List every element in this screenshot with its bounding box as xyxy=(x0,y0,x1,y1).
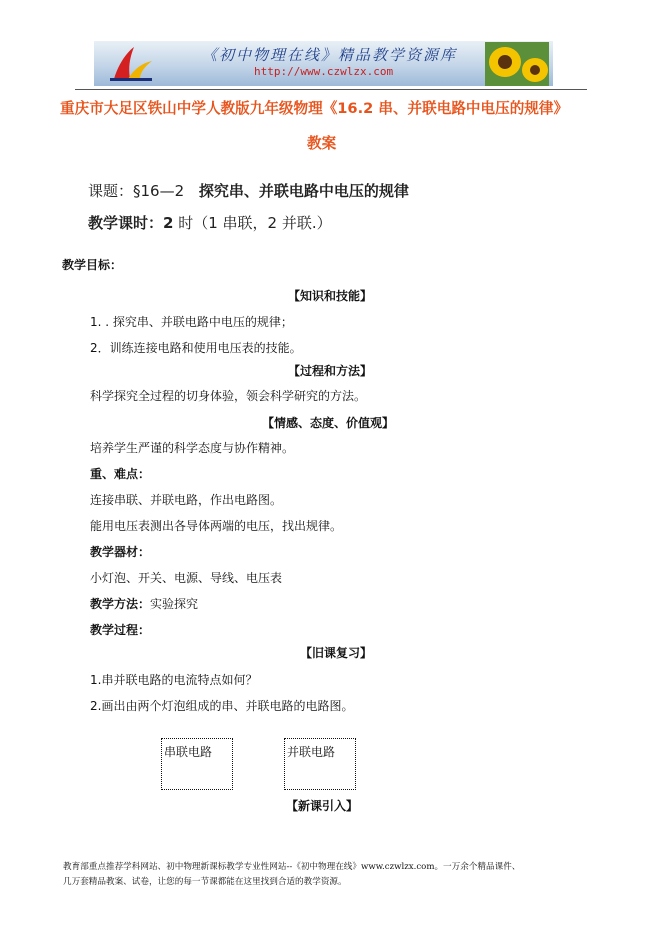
lesson-topic xyxy=(88,180,409,201)
footer-line: 几万套精品教案、试卷，让您的每一节课都能在这里找到合适的教学资源。 xyxy=(63,877,347,887)
sunflower-icon xyxy=(485,42,549,86)
procedure-heading: 教学过程： xyxy=(90,623,151,637)
lesson-hours xyxy=(88,212,332,233)
site-logo-icon xyxy=(106,45,154,83)
emotion-text: 培养学生严谨的科学态度与协作精神。 xyxy=(90,441,295,455)
header-banner xyxy=(94,41,553,86)
document-title-continued: 教案 xyxy=(307,135,337,152)
hours-value: 2 xyxy=(163,214,174,232)
equipment-text: 小灯泡、开关、电源、导线、电压表 xyxy=(90,571,283,585)
process-text: 科学探究全过程的切身体验，领会科学研究的方法。 xyxy=(90,389,367,403)
method-text: 实验探究 xyxy=(150,597,199,611)
banner-title: 《初中物理在线》精品教学资源库 xyxy=(202,46,458,64)
process-heading: 【过程和方法】 xyxy=(288,364,373,378)
hours-text: 时（1 串联，2 并联.） xyxy=(178,214,332,232)
key-points-heading: 重、难点： xyxy=(90,467,151,481)
knowledge-item: 1. . 探究串、并联电路中电压的规律； xyxy=(90,315,293,329)
new-lesson-heading: 【新课引入】 xyxy=(286,799,359,813)
parallel-circuit-label: 并联电路 xyxy=(287,745,336,759)
series-circuit-box xyxy=(161,738,233,790)
knowledge-item: 2．训练连接电路和使用电压表的技能。 xyxy=(90,341,302,355)
review-item: 2.画出由两个灯泡组成的串、并联电路的电路图。 xyxy=(90,699,354,713)
banner-url: http://www.czwlzx.com xyxy=(254,65,394,78)
method-heading: 教学方法： xyxy=(90,597,151,611)
review-heading: 【旧课复习】 xyxy=(300,646,373,660)
key-point-item: 连接串联、并联电路，作出电路图。 xyxy=(90,493,283,507)
document-title: 重庆市大足区铁山中学人教版九年级物理《16.2 串、并联电路中电压的规律》 xyxy=(60,100,569,117)
goals-heading: 教学目标： xyxy=(62,258,123,272)
topic-label: 课题：§16—2 xyxy=(88,182,185,200)
knowledge-heading: 【知识和技能】 xyxy=(288,289,373,303)
emotion-heading: 【情感、态度、价值观】 xyxy=(262,416,395,430)
hours-label: 教学课时： xyxy=(88,214,164,232)
series-circuit-label: 串联电路 xyxy=(164,745,213,759)
key-point-item: 能用电压表测出各导体两端的电压，找出规律。 xyxy=(90,519,343,533)
header-divider xyxy=(75,89,587,90)
topic-text: 探究串、并联电路中电压的规律 xyxy=(198,182,409,200)
review-item: 1.串并联电路的电流特点如何？ xyxy=(90,673,258,687)
method-line xyxy=(90,595,198,612)
page-footer xyxy=(63,860,623,890)
footer-line: 教育部重点推荐学科网站、初中物理新课标教学专业性网站--《初中物理在线》www.czwlzx.com。一万余个精品课件、 xyxy=(63,862,521,872)
parallel-circuit-box xyxy=(284,738,356,790)
equipment-heading: 教学器材： xyxy=(90,545,151,559)
